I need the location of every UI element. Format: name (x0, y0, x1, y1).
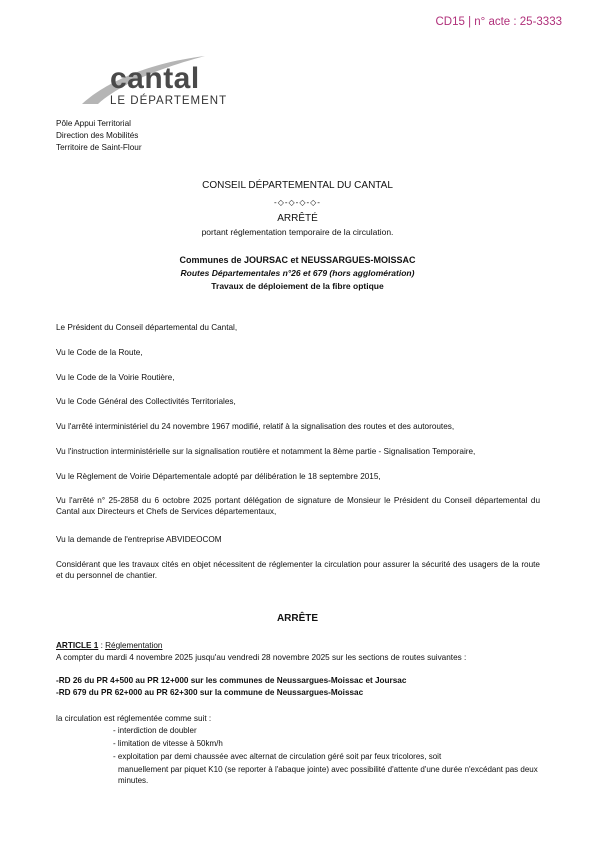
act-number-stamp: CD15 | n° acte : 25-3333 (435, 16, 562, 28)
service-line: Direction des Mobilités (56, 131, 139, 140)
visa-line: Vu l'instruction interministérielle sur la signalisation routière et notamment la 8ème partie - Signalisation Temporaire, (56, 447, 476, 456)
article-1-label: ARTICLE 1 (56, 641, 99, 650)
visa-line: Vu le Code de la Voirie Routière, (56, 373, 175, 382)
regime-line: la circulation est réglementée comme suit : (56, 714, 212, 723)
arrete-title: ARRÊTÉ (277, 213, 318, 224)
service-line: Pôle Appui Territorial (56, 119, 131, 128)
measure-item: - interdiction de doubler (113, 726, 197, 735)
service-line: Territoire de Saint-Flour (56, 143, 142, 152)
president-line: Le Président du Conseil départemental du Cantal, (56, 323, 238, 332)
route-section: -RD 679 du PR 62+000 au PR 62+300 sur la commune de Neussargues-Moissac (56, 688, 364, 697)
routes-title: Routes Départementales n°26 et 679 (hors agglomération) (180, 268, 415, 278)
considerant-paragraph: Considérant que les travaux cités en objet nécessitent de réglementer la circulation pour assurer la sécurité des usagers de la route et du personnel de chantier. (56, 560, 540, 580)
visa-line: Vu le Règlement de Voirie Départementale adopté par délibération le 18 septembre 2015, (56, 472, 381, 481)
article-1-intro: A compter du mardi 4 novembre 2025 jusqu'au vendredi 28 novembre 2025 sur les sections de routes suivantes : (56, 653, 467, 662)
route-section: -RD 26 du PR 4+500 au PR 12+000 sur les communes de Neussargues-Moissac et Joursac (56, 676, 407, 685)
cantal-logo (80, 52, 230, 112)
service-block (56, 118, 142, 154)
visa-line: Vu le Code Général des Collectivités Territoriales, (56, 397, 236, 406)
article-1-title: Réglementation (105, 641, 163, 650)
title-ornament: -◇-◇-◇-◇- (274, 198, 321, 207)
visa-line: Vu la demande de l'entreprise ABVIDEOCOM (56, 535, 222, 544)
arrete-heading: ARRÊTE (276, 613, 319, 624)
article-1-separator: : (98, 641, 106, 650)
arrete-subject: portant réglementation temporaire de la circulation. (201, 227, 394, 237)
council-title: CONSEIL DÉPARTEMENTAL DU CANTAL (202, 180, 393, 191)
visa-line: Vu le Code de la Route, (56, 348, 143, 357)
article-1-heading (56, 641, 163, 650)
logo-wordmark: cantal (110, 62, 200, 95)
visa-line: Vu l'arrêté interministériel du 24 novembre 1967 modifié, relatif à la signalisation des routes et des autoroutes, (56, 422, 455, 431)
visa-line: Vu l'arrêté n° 25-2858 du 6 octobre 2025 portant délégation de signature de Monsieur le Président du Conseil départemental du Cantal aux Directeurs et Chefs de Services départementaux, (56, 496, 540, 516)
logo-subtitle: LE DÉPARTEMENT (110, 95, 228, 107)
communes-title: Communes de JOURSAC et NEUSSARGUES-MOISSAC (179, 255, 416, 265)
measure-item: - exploitation par demi chaussée avec alternat de circulation géré soit par feux tricolores, soit (113, 752, 442, 761)
measure-item: - limitation de vitesse à 50km/h (113, 739, 223, 748)
works-title: Travaux de déploiement de la fibre optique (211, 281, 384, 291)
measure-item-continuation: manuellement par piquet K10 (se reporter à l'abaque jointe) avec possibilité d'attente d'une durée n'excédant pas deux minutes. (118, 765, 538, 785)
